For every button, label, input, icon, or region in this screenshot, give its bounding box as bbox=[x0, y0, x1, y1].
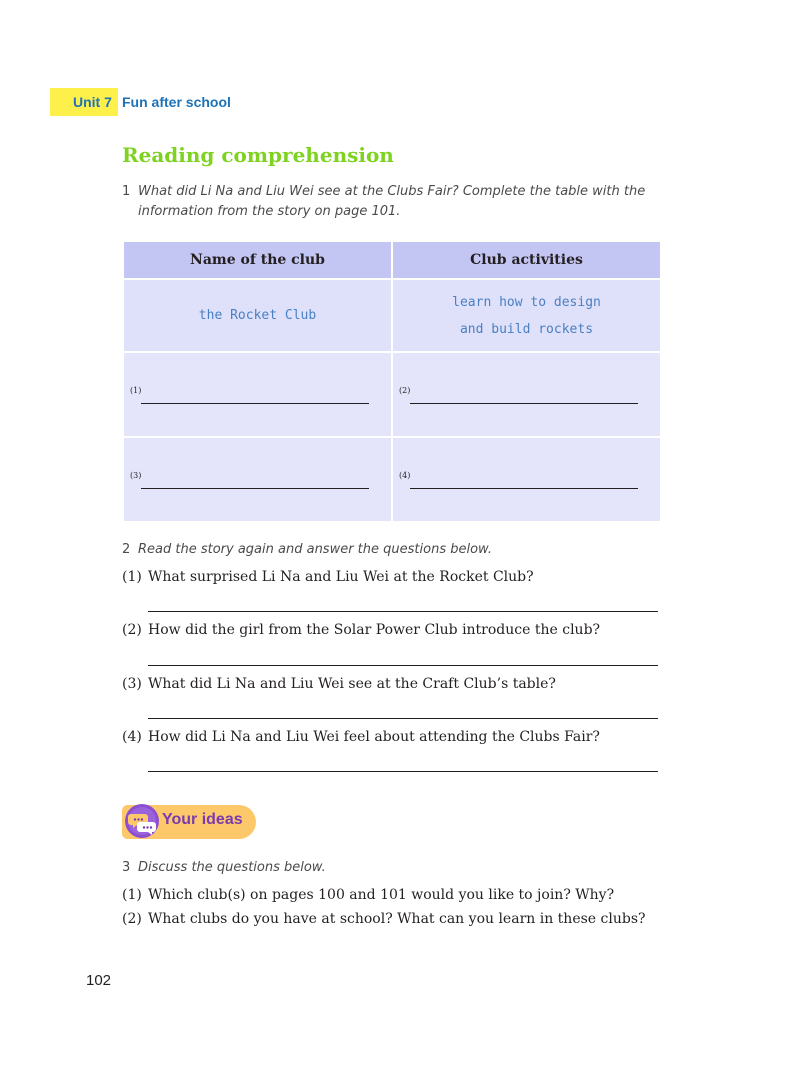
instruction-line: information from the story on page 101. bbox=[138, 204, 401, 219]
blank-number: (4) bbox=[399, 471, 411, 480]
example-club-cell bbox=[123, 279, 392, 352]
unit-title: Fun after school bbox=[122, 94, 231, 110]
question-item bbox=[122, 622, 600, 638]
answer-line[interactable] bbox=[148, 665, 658, 666]
blank-line[interactable] bbox=[410, 403, 638, 404]
unit-label: Unit 7 bbox=[73, 94, 112, 110]
header-club-activities: Club activities bbox=[392, 241, 661, 279]
question-text: What surprised Li Na and Liu Wei at the Rocket Club? bbox=[148, 569, 534, 585]
discussion-question bbox=[122, 887, 614, 903]
example-activity-line: learn how to design bbox=[452, 294, 601, 310]
question-item bbox=[122, 729, 600, 745]
clubs-table bbox=[122, 240, 662, 523]
question-number: (2) bbox=[122, 911, 142, 927]
blank-number: (3) bbox=[130, 471, 142, 480]
section-title: Reading comprehension bbox=[122, 143, 394, 167]
exercise-1-instruction bbox=[122, 182, 645, 222]
example-club-name: the Rocket Club bbox=[198, 308, 317, 323]
question-item bbox=[122, 676, 556, 692]
question-number: (1) bbox=[122, 569, 142, 585]
question-item bbox=[122, 569, 534, 585]
exercise-2-instruction bbox=[122, 540, 492, 560]
question-text: How did Li Na and Liu Wei feel about attending the Clubs Fair? bbox=[148, 729, 600, 745]
answer-line[interactable] bbox=[148, 718, 658, 719]
question-text: How did the girl from the Solar Power Club introduce the club? bbox=[148, 622, 601, 638]
blank-line[interactable] bbox=[410, 488, 638, 489]
question-number: (2) bbox=[122, 622, 142, 638]
instruction-line: What did Li Na and Liu Wei see at the Clubs Fair? Complete the table with the bbox=[138, 184, 646, 199]
discussion-question bbox=[122, 911, 646, 927]
answer-line[interactable] bbox=[148, 771, 658, 772]
question-number: (4) bbox=[122, 729, 142, 745]
question-number: (1) bbox=[122, 887, 142, 903]
question-text: Which club(s) on pages 100 and 101 would you like to join? Why? bbox=[148, 887, 615, 903]
example-activity-line: and build rockets bbox=[459, 321, 594, 337]
speech-bubbles-icon bbox=[124, 803, 160, 839]
blank-cell[interactable] bbox=[123, 352, 392, 437]
your-ideas-label: Your ideas bbox=[162, 811, 243, 828]
exercise-number: 1 bbox=[122, 184, 131, 199]
page-number: 102 bbox=[86, 972, 112, 989]
exercise-number: 3 bbox=[122, 860, 131, 875]
exercise-3-instruction bbox=[122, 858, 326, 878]
blank-number: (2) bbox=[399, 386, 411, 395]
instruction-text: Discuss the questions below. bbox=[138, 860, 326, 875]
blank-cell[interactable] bbox=[392, 352, 661, 437]
question-text: What did Li Na and Liu Wei see at the Craft Club’s table? bbox=[148, 676, 556, 692]
answer-line[interactable] bbox=[148, 611, 658, 612]
example-activity-cell bbox=[392, 279, 661, 352]
question-number: (3) bbox=[122, 676, 142, 692]
header-club-name: Name of the club bbox=[123, 241, 392, 279]
blank-cell[interactable] bbox=[392, 437, 661, 522]
blank-line[interactable] bbox=[141, 403, 369, 404]
blank-number: (1) bbox=[130, 386, 142, 395]
blank-line[interactable] bbox=[141, 488, 369, 489]
exercise-number: 2 bbox=[122, 542, 131, 557]
question-text: What clubs do you have at school? What can you learn in these clubs? bbox=[148, 911, 646, 927]
instruction-text: Read the story again and answer the questions below. bbox=[138, 542, 492, 557]
blank-cell[interactable] bbox=[123, 437, 392, 522]
